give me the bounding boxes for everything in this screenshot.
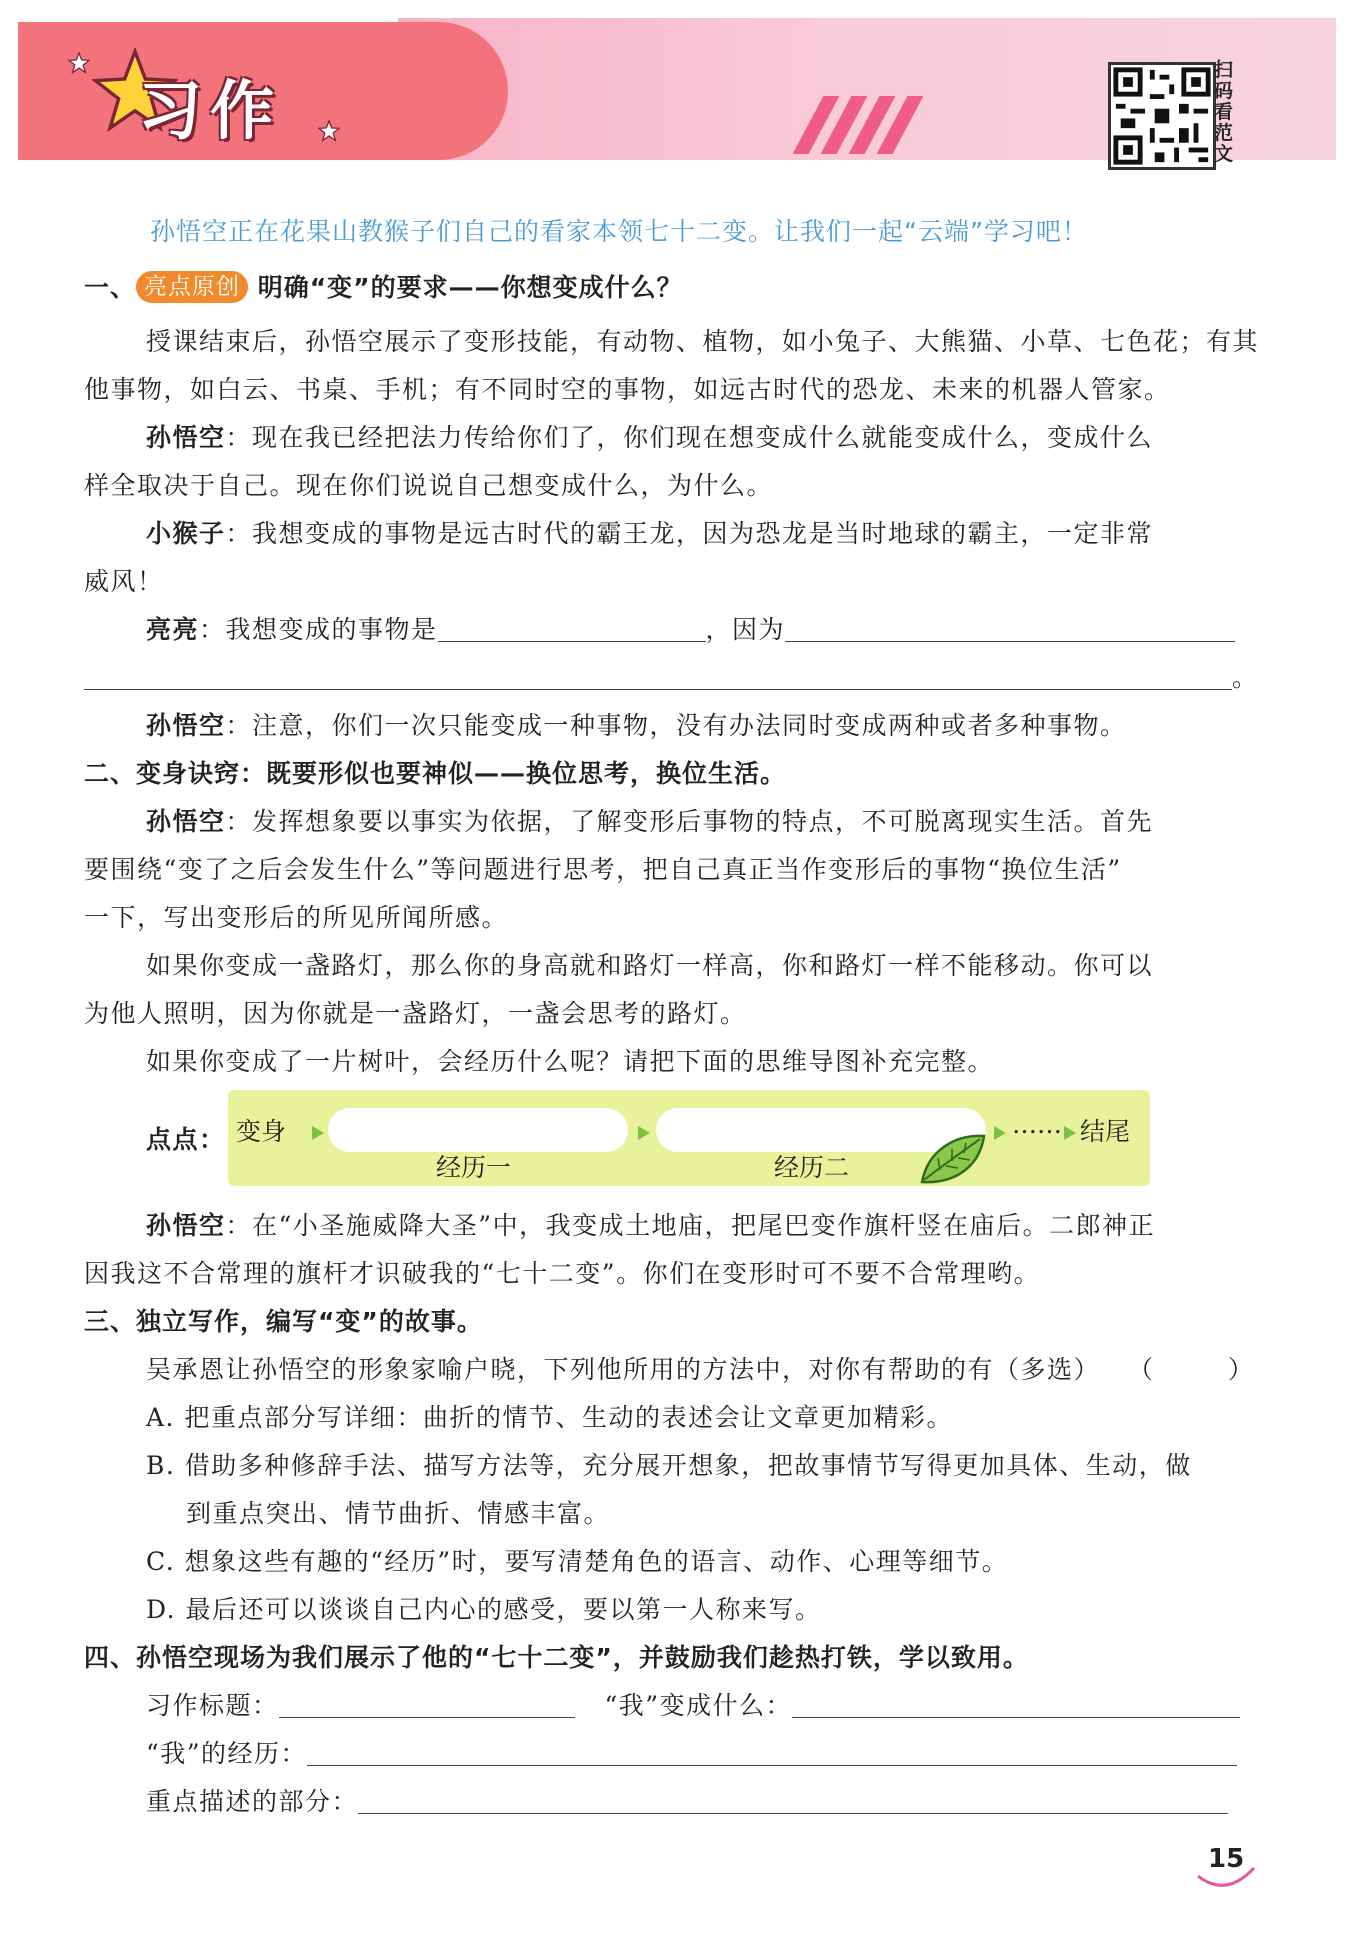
answer-blank[interactable]: [438, 615, 706, 642]
speaker-name: 孙悟空: [146, 711, 226, 740]
answer-paren-open: （: [1128, 1355, 1155, 1384]
speaker-name: 小猴子: [146, 519, 226, 548]
question-text: 吴承恩让孙悟空的形象家喻户晓，下列他所用的方法中，对你有帮助的有（多选）: [146, 1355, 1101, 1384]
arrow-right-icon: [638, 1126, 650, 1140]
mindmap-step-label: 经历二: [774, 1153, 850, 1182]
qr-label: 扫码看范文: [1214, 59, 1234, 165]
paragraph-line: 样全取决于自己。现在你们说说自己想变成什么，为什么。: [84, 471, 774, 500]
speaker-name: 亮亮: [146, 615, 200, 644]
paragraph-line: 如果你变成一盏路灯，那么你的身高就和路灯一样高，你和路灯一样不能移动。你可以: [146, 951, 1154, 980]
speaker-name: 孙悟空: [146, 1211, 226, 1240]
paragraph-line: 他事物，如白云、书桌、手机；有不同时空的事物，如远古时代的恐龙、未来的机器人管家。: [84, 375, 1171, 404]
leaf-icon: [918, 1130, 988, 1186]
answer-paren-close: ）: [1228, 1355, 1255, 1384]
paragraph-line: 授课结束后，孙悟空展示了变形技能，有动物、植物，如小兔子、大熊猫、小草、七色花；有其: [146, 327, 1260, 356]
answer-blank[interactable]: [84, 663, 1232, 690]
field-label: “我”的经历：: [146, 1739, 308, 1768]
dialogue-text: ：现在我已经把法力传给你们了，你们现在想变成什么就能变成什么，变成什么: [225, 423, 1154, 452]
dialogue-text: ：在“小圣施威降大圣”中，我变成土地庙，把尾巴变作旗杆竖在庙后。二郎神正: [225, 1211, 1156, 1240]
dialogue-line: [146, 418, 1153, 454]
option-d: D. 最后还可以谈谈自己内心的感受，要以第一人称来写。: [146, 1595, 822, 1624]
mindmap-box-1[interactable]: [328, 1108, 628, 1152]
paragraph-line: 一下，写出变形后的所见所闻所感。: [84, 903, 509, 932]
form-row: [146, 1734, 1237, 1770]
section-2-heading: 二、变身诀窍：既要形似也要神似——换位思考，换位生活。: [84, 759, 787, 788]
form-row: [146, 1782, 1228, 1818]
dialogue-line: [146, 1206, 1155, 1242]
arrow-right-icon: [312, 1126, 324, 1140]
arrow-right-icon: [1064, 1126, 1076, 1140]
dialogue-text: ：发挥想象要以事实为依据，了解变形后事物的特点，不可脱离现实生活。首先: [225, 807, 1154, 836]
option-c: C. 想象这些有趣的“经历”时，要写清楚角色的语言、动作、心理等细节。: [146, 1547, 1009, 1576]
experience-field[interactable]: [307, 1739, 1237, 1766]
section-4-heading: 四、孙悟空现场为我们展示了他的“七十二变”，并鼓励我们趁热打铁，学以致用。: [84, 1643, 1029, 1672]
dialogue-line: [146, 610, 1235, 646]
small-star-icon: [68, 52, 90, 74]
form-row: [146, 1686, 1240, 1722]
field-label: 重点描述的部分：: [146, 1787, 359, 1816]
original-badge: 亮点原创: [136, 271, 248, 303]
arrow-right-icon: [994, 1126, 1006, 1140]
header-banner: [18, 18, 1336, 165]
qr-code-icon[interactable]: [1108, 62, 1216, 170]
mindmap-end: 结尾: [1080, 1117, 1131, 1146]
speaker-name: 孙悟空: [146, 807, 226, 836]
mindmap-step-label: 经历一: [436, 1153, 512, 1182]
small-star-icon: [318, 120, 340, 142]
mind-map: [228, 1090, 1150, 1186]
paragraph-line: 要围绕“变了之后会发生什么”等问题进行思考，把自己真正当作变形后的事物“换位生活”: [84, 855, 1122, 884]
transform-field[interactable]: [792, 1691, 1240, 1718]
dialogue-text: ：我想变成的事物是远古时代的霸王龙，因为恐龙是当时地球的霸主，一定非常: [225, 519, 1154, 548]
paragraph-line: 因我这不合常理的旗杆才识破我的“七十二变”。你们在变形时可不要不合常理哟。: [84, 1259, 1041, 1288]
section-1-heading: [84, 268, 683, 304]
speaker-name: 孙悟空: [146, 423, 226, 452]
option-b: B. 借助多种修辞手法、描写方法等，充分展开想象，把故事情节写得更加具体、生动，做: [146, 1451, 1192, 1480]
title-field[interactable]: [279, 1691, 575, 1718]
option-b-cont: 到重点突出、情节曲折、情感丰富。: [186, 1499, 611, 1528]
paragraph-line: 如果你变成了一片树叶，会经历什么呢？请把下面的思维导图补充完整。: [146, 1047, 995, 1076]
dialogue-text: ，因为: [705, 615, 786, 644]
question-line: [146, 1350, 1100, 1386]
intro-text: 孙悟空正在花果山教猴子们自己的看家本领七十二变。让我们一起“云端”学习吧！: [150, 217, 1088, 246]
page-curve-icon: [1196, 1864, 1256, 1894]
section-title: 明确“变”的要求——你想变成什么？: [257, 273, 683, 302]
answer-blank[interactable]: [785, 615, 1235, 642]
mindmap-label: 点点：: [146, 1125, 226, 1154]
option-a: A. 把重点部分写详细：曲折的情节、生动的表述会让文章更加精彩。: [146, 1403, 953, 1432]
focus-field[interactable]: [358, 1787, 1228, 1814]
dialogue-line: [146, 802, 1153, 838]
mindmap-dots: ……: [1012, 1110, 1062, 1139]
page-number: 15: [1208, 1844, 1245, 1874]
mindmap-start: 变身: [236, 1117, 287, 1146]
period: 。: [1232, 663, 1259, 692]
dialogue-line: [146, 706, 1127, 742]
field-label: 习作标题：: [146, 1691, 279, 1720]
section-number: 一、: [84, 273, 137, 302]
field-label: “我”变成什么：: [604, 1691, 793, 1720]
section-3-heading: 三、独立写作，编写“变”的故事。: [84, 1307, 483, 1336]
answer-line: [84, 658, 1259, 694]
page-title: 习作: [138, 75, 282, 149]
dialogue-text: ：我想变成的事物是: [199, 615, 438, 644]
dialogue-text: ：注意，你们一次只能变成一种事物，没有办法同时变成两种或者多种事物。: [225, 711, 1127, 740]
paragraph-line: 威风！: [84, 567, 164, 596]
dialogue-line: [146, 514, 1153, 550]
paragraph-line: 为他人照明，因为你就是一盏路灯，一盏会思考的路灯。: [84, 999, 747, 1028]
